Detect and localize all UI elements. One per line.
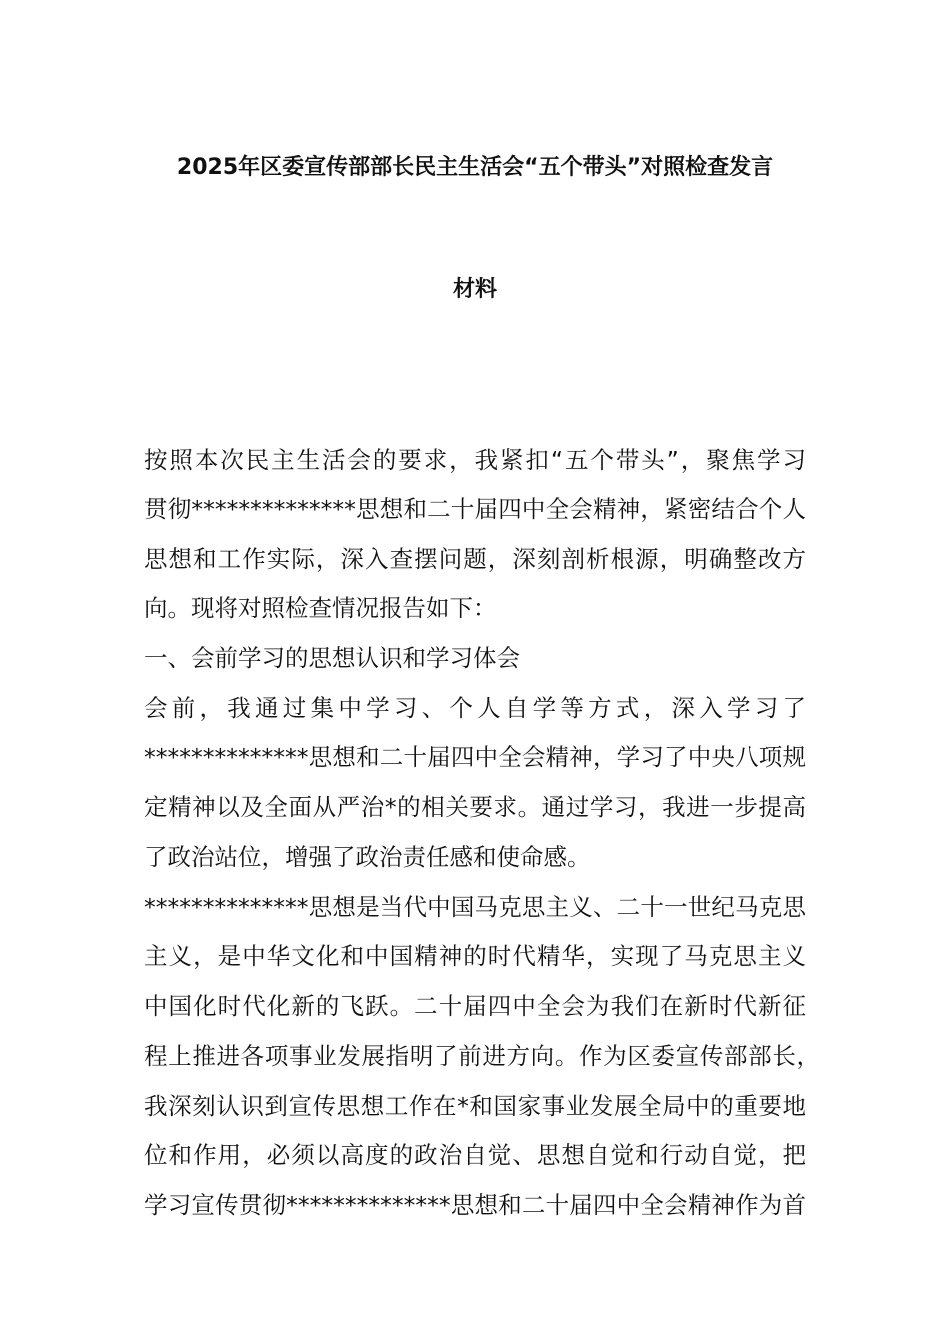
body-line: 贯彻**************思想和二十届四中全会精神，紧密结合个人	[144, 495, 806, 523]
body-line: 我深刻认识到宣传思想工作在*和国家事业发展全局中的重要地	[144, 1092, 806, 1120]
body-line: 学习宣传贯彻**************思想和二十届四中全会精神作为首	[144, 1191, 806, 1219]
body-line: 位和作用，必须以高度的政治自觉、思想自觉和行动自觉，把	[144, 1141, 806, 1169]
document-title-line-2: 材料	[452, 277, 497, 302]
body-line: 了政治站位，增强了政治责任感和使命感。	[144, 843, 591, 871]
body-line: **************思想和二十届四中全会精神，学习了中央八项规	[144, 743, 806, 771]
body-line: 中国化时代化新的飞跃。二十届四中全会为我们在新时代新征	[144, 992, 806, 1020]
body-line: 主义，是中华文化和中国精神的时代精华，实现了马克思主义	[144, 942, 806, 970]
body-line: 按照本次民主生活会的要求，我紧扣“五个带头”，聚焦学习	[144, 446, 806, 474]
body-line: 思想和工作实际，深入查摆问题，深刻剖析根源，明确整改方	[144, 545, 806, 573]
body-line: 向。现将对照检查情况报告如下：	[144, 594, 497, 622]
body-line: 定精神以及全面从严治*的相关要求。通过学习，我进一步提高	[144, 793, 806, 821]
body-line: **************思想是当代中国马克思主义、二十一世纪马克思	[144, 893, 806, 921]
body-line: 会前，我通过集中学习、个人自学等方式，深入学习了	[144, 694, 806, 722]
document-title-line-1: 2025年区委宣传部部长民主生活会“五个带头”对照检查发言	[176, 155, 774, 180]
section-heading: 一、会前学习的思想认识和学习体会	[144, 644, 520, 672]
body-line: 程上推进各项事业发展指明了前进方向。作为区委宣传部部长，	[144, 1042, 820, 1070]
